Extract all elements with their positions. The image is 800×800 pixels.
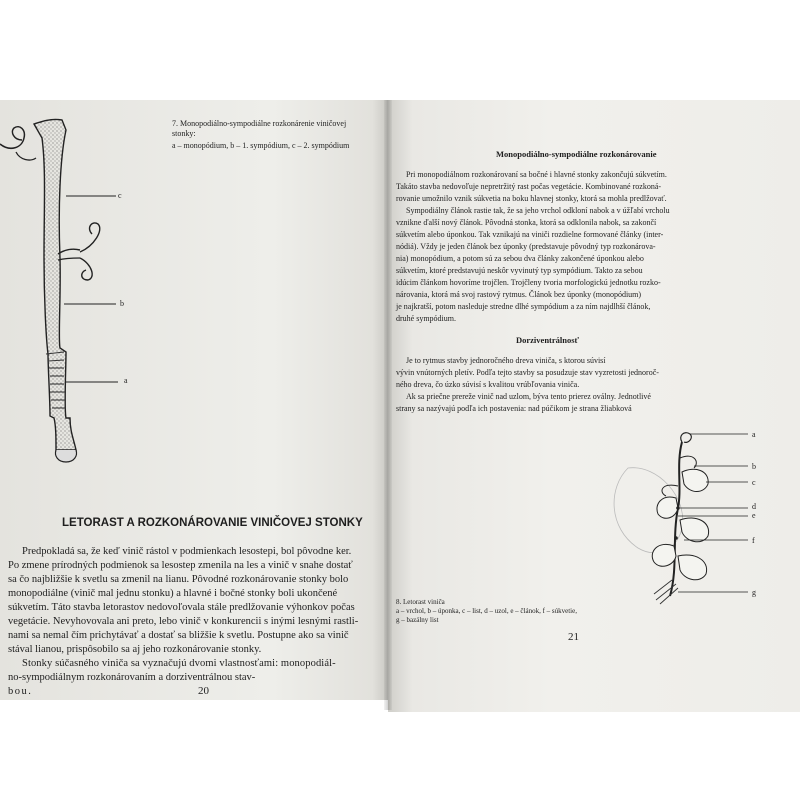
text-line: Je to rytmus stavby jednoročného dreva viniča, s ktorou súvisí — [406, 356, 606, 365]
text-line: idúcim článkom hovoríme trojčlen. Trojčleny tvoria morfologickú jednotku rozko- — [396, 278, 661, 287]
caption-line: a – monopódium, b – 1. sympódium, c – 2. sympódium — [172, 141, 350, 150]
figure8-label: c — [752, 478, 756, 487]
figure7-stem-drawing — [0, 118, 160, 468]
figure8-label: d — [752, 502, 756, 511]
text-line: Predpokladá sa, že keď vinič rástol v podmienkach lesostepi, bol pôvodne ker. — [22, 546, 352, 557]
figure8-label: e — [752, 511, 756, 520]
text-line: je najkratší, potom nasleduje stredne dlhé sympódium a za ním najdlhší článok, — [396, 302, 651, 311]
text-line: nárovania, ktorá má svoj rastový rytmus. Článok bez úponky (monopódium) — [396, 290, 642, 299]
section-title: Monopodiálno-sympodiálne rozkonárovanie — [496, 149, 657, 159]
figure8-label: a — [752, 430, 756, 439]
text-line: bou. — [8, 686, 33, 697]
text-line: nia) monopódium, a potom sú za sebou dva články zakončené úponkou alebo — [396, 254, 644, 263]
section-title: LETORAST A ROZKONÁROVANIE VINIČOVEJ STONKY — [62, 517, 363, 529]
text-line: vegetácie. Nevyhovovala ani preto, lebo vinič v konkurencii s inými lesnými rastli- — [8, 616, 359, 627]
page-number: 21 — [568, 631, 579, 643]
text-line: rovanie umožnilo vznik súkvetia na boku hlavnej stonky, ktorá sa mohla predlžovať. — [396, 194, 667, 203]
text-line: sa čo najbližšie k svetlu sa zmenil na lianu. Pôvodné rozkonárovanie stonky bolo — [8, 574, 349, 585]
text-line: no-sympodiálnym rozkonárovaním a dorziventrálnou stav- — [8, 672, 256, 683]
right-page — [388, 100, 800, 712]
caption-line: a – vrchol, b – úponka, c – list, d – uzol, e – článok, f – súkvetie, — [396, 607, 577, 615]
text-line: nódiá). Vždy je jeden článok bez úponky (predstavuje pôvodný typ rozkonárova- — [396, 242, 656, 251]
caption-line: 8. Letorast viniča — [396, 598, 445, 606]
book-gutter — [384, 100, 392, 710]
figure7-label-b: b — [120, 299, 124, 308]
figure8-shoot-drawing — [598, 428, 778, 608]
text-line: stával lianou, prispôsobilo sa aj jeho rozkonárovanie stonky. — [8, 644, 262, 655]
text-line: druhé sympódium. — [396, 314, 456, 323]
figure8-label: f — [752, 536, 755, 545]
caption-line: g – bazálny list — [396, 616, 439, 624]
text-line: Takáto stavba nedovoľuje nepretržitý rast počas vegetácie. Kombinované rozkoná- — [396, 182, 662, 191]
left-page — [0, 100, 388, 700]
caption-line: 7. Monopodiálno-sympodiálne rozkonárenie viničovej — [172, 119, 347, 128]
text-line: súkvetím alebo úponkou. Tak vznikajú na viniči rozdielne formované články (inter- — [396, 230, 664, 239]
text-line: monopodiálne (vinič mal jednu stonku) a hlavné i bočné stonky boli ukončené — [8, 588, 338, 599]
figure7-label-c: c — [118, 191, 122, 200]
open-book — [0, 100, 800, 712]
page-number: 20 — [198, 685, 209, 697]
text-line: Ak sa priečne prereže vinič nad uzlom, býva tento prierez oválny. Jednotlivé — [406, 392, 651, 401]
text-line: ného dreva, čo úzko súvisí s kvalitou vrúbľovania viniča. — [396, 380, 580, 389]
text-line: strany sa nazývajú podľa ich postavenia: nad púčikom je strana žliabková — [396, 404, 632, 413]
text-line: Stonky súčasného viniča sa vyznačujú dvomi vlastnosťami: monopodiál- — [22, 658, 336, 669]
figure8-label: b — [752, 462, 756, 471]
text-line: súkvetím, ktoré predstavujú neskôr vyvinutý typ sympódium. Takto za sebou — [396, 266, 643, 275]
text-line: súkvetím. Táto stavba letorastov nedovoľovala stále predlžovanie výhonkov počas — [8, 602, 355, 613]
caption-line: stonky: — [172, 129, 196, 138]
figure8-label: g — [752, 588, 756, 597]
text-line: vznikne ďalší nový článok. Pôvodná stonka, ktorá sa odklonila nabok, sa zakončí — [396, 218, 657, 227]
text-line: nami sa nemal čím prichytávať a dostať sa bližšie k svetlu. Postupne ako sa vinič — [8, 630, 349, 641]
section-title: Dorziventrálnosť — [516, 335, 579, 345]
text-line: Sympodiálny článok rastie tak, že sa jeho vrchol odkloní nabok a v úžľabí vrcholu — [406, 206, 670, 215]
text-line: Po zmene prírodných podmienok sa lesostep zmenila na les a vinič v snahe dostať — [8, 560, 353, 571]
figure7-label-a: a — [124, 376, 128, 385]
text-line: vývin vnútorných pletív. Podľa tejto stavby sa posudzuje stav vyzretosti jednoroč- — [396, 368, 659, 377]
text-line: Pri monopodiálnom rozkonárovaní sa bočné i hlavné stonky zakončujú súkvetím. — [406, 170, 667, 179]
